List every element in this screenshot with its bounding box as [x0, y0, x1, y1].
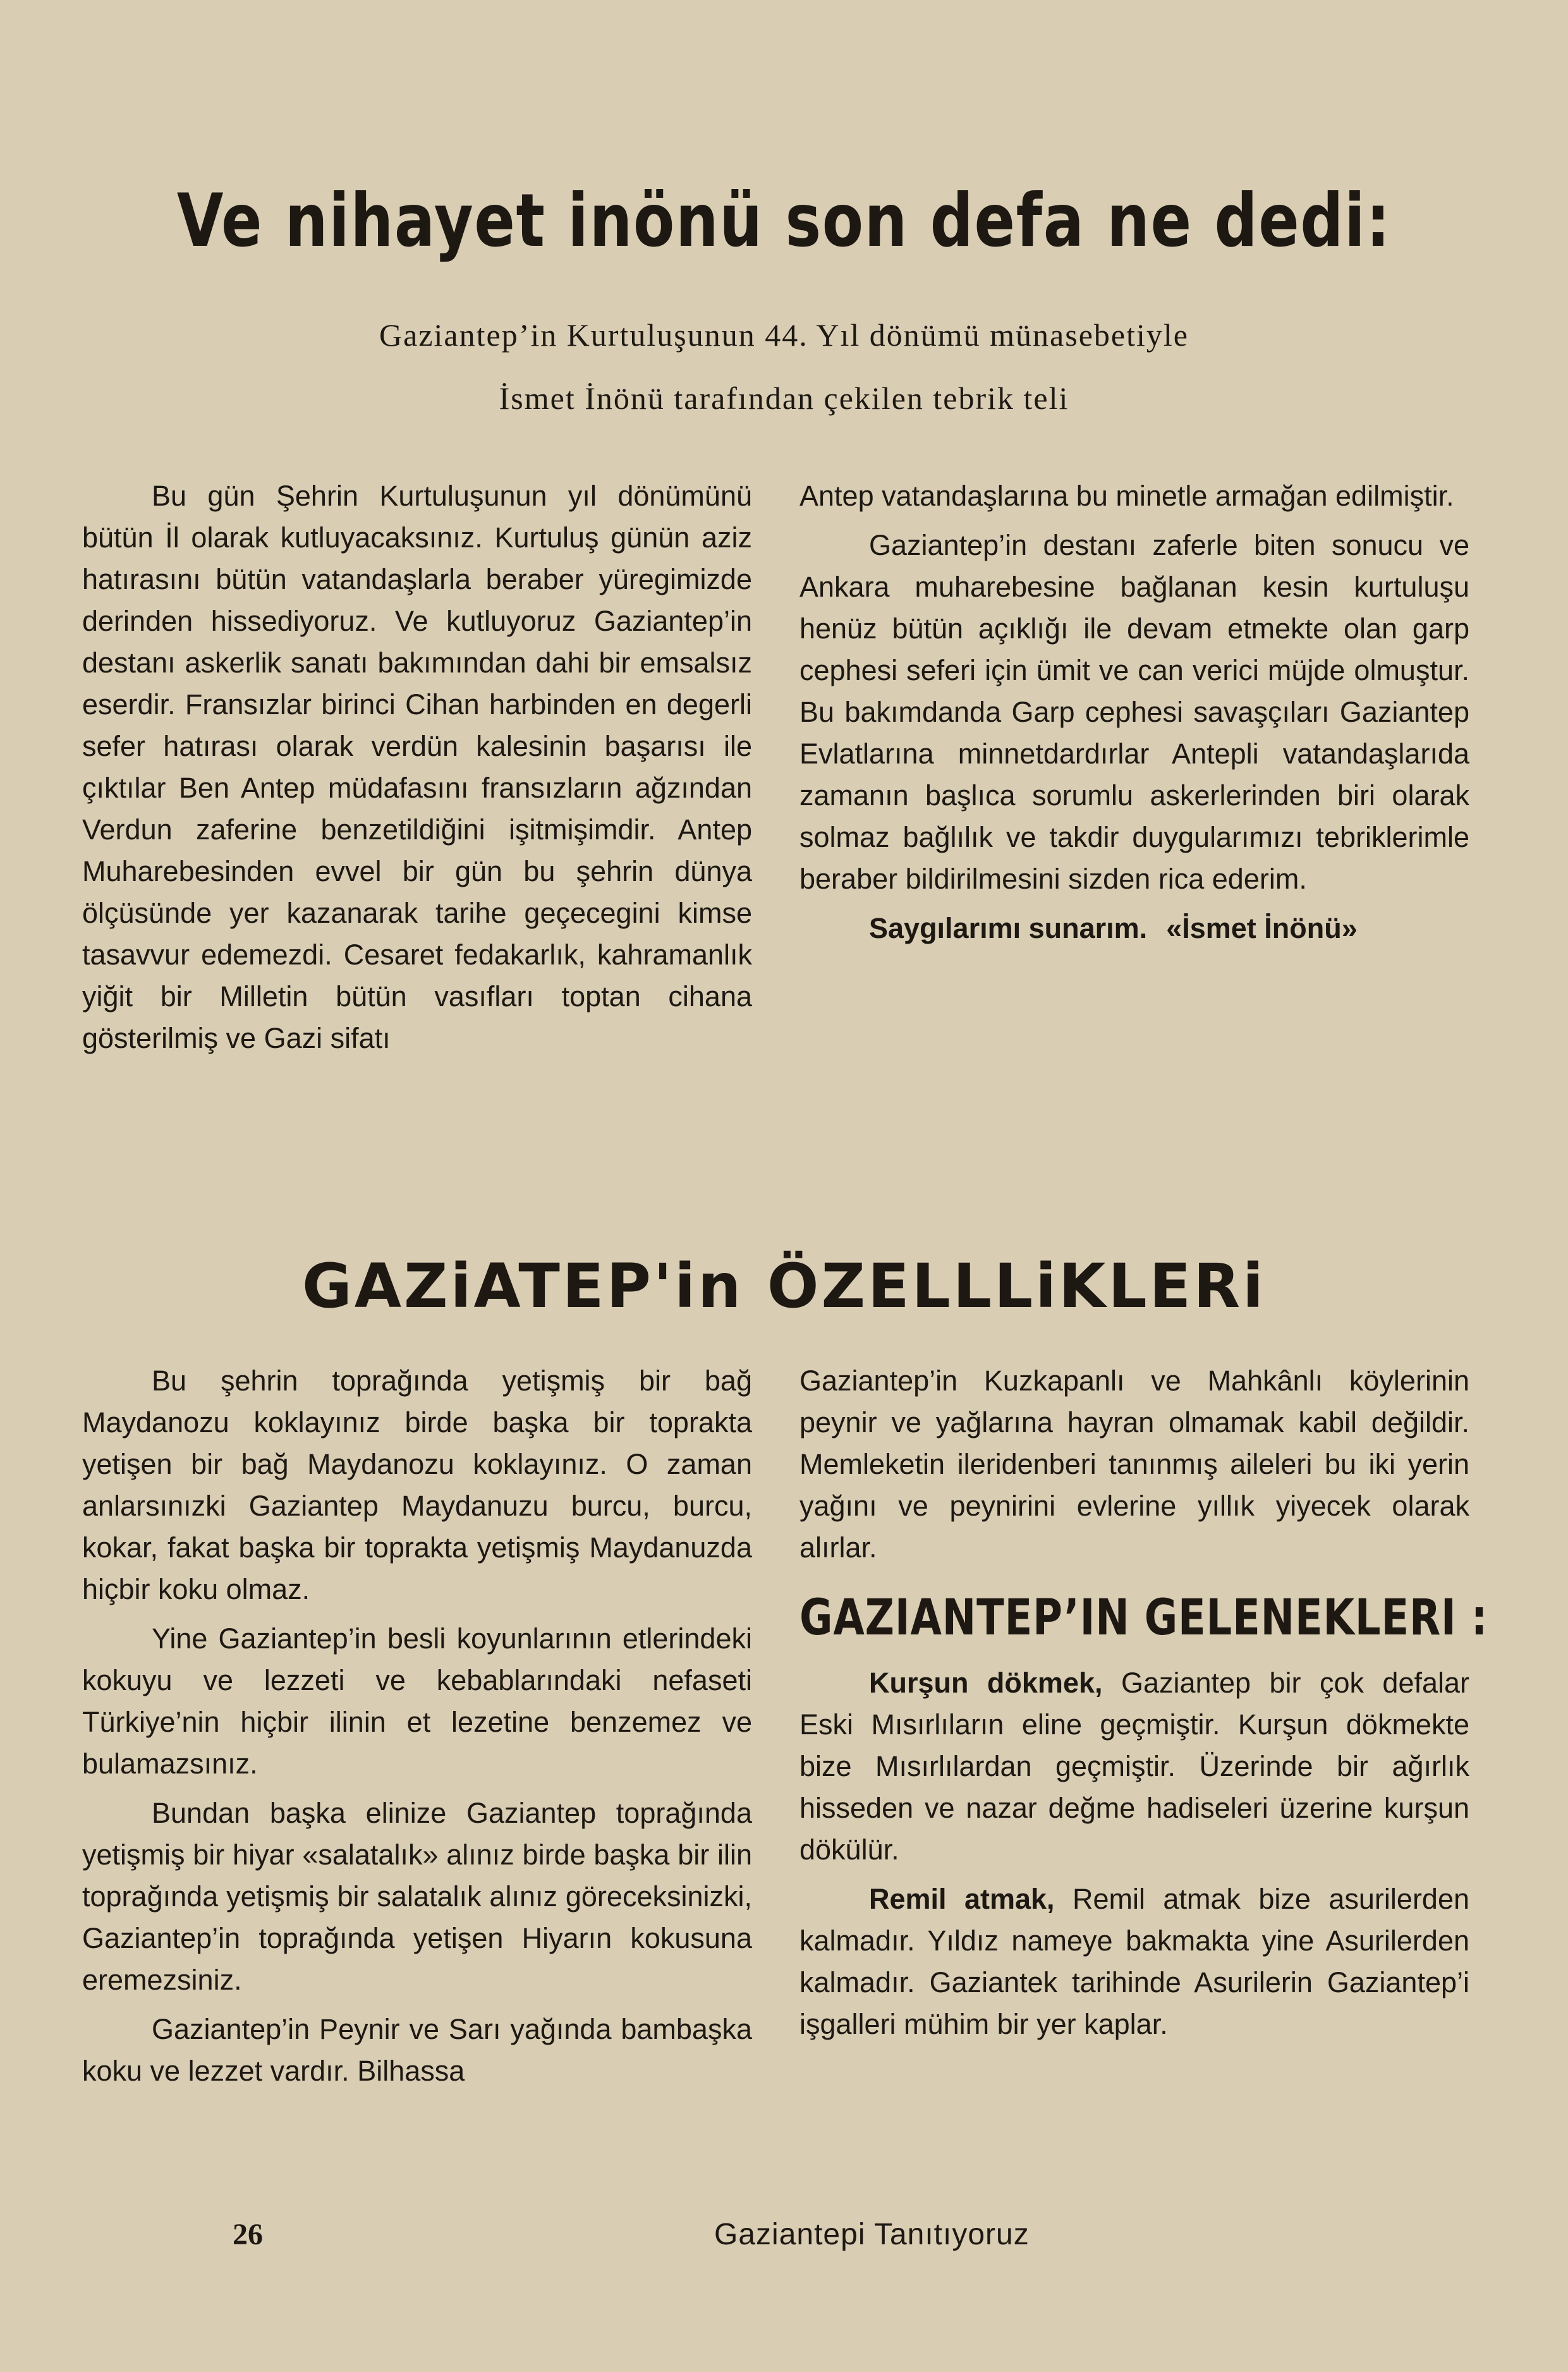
page-title: Ve nihayet inönü son defa ne dedi: [176, 178, 1392, 264]
telegram-column-right [799, 475, 1469, 957]
telegram-signature-line [799, 908, 1469, 949]
traditions-paragraph-1 [799, 1662, 1469, 1871]
features-paragraph-3: Bundan başka elinize Gaziantep toprağında yetişmiş bir hiyar «salatalık» alınız birde başka bir ilin toprağında yetişmiş bir salatalık alınız göreceksinizki, Gaziantep’in toprağında yetişen Hiyarın kokusuna eremezsiniz. [82, 1797, 752, 1996]
publication-name: Gaziantepi Tanıtıyoruz [714, 2218, 1030, 2251]
features-column-right [799, 1360, 1488, 2053]
features-paragraph-2: Yine Gaziantep’in besli koyunlarının etlerindeki kokuyu ve lezzeti ve kebablarındaki nefaseti Türkiye’nin hiçbir ilinin et lezetine benzemez ve bulamazsınız. [82, 1622, 752, 1780]
features-paragraph-1: Bu şehrin toprağında yetişmiş bir bağ Maydanozu koklayınız birde başka bir toprakta yetişen bir bağ Maydanozu koklayınız. O zaman anlarsınızki Gaziantep Maydanuzu burcu, burcu, kokar, fakat başka bir toprakta yetişmiş Maydanuzda hiçbir koku olmaz. [82, 1365, 752, 1605]
telegram-closing: Saygılarımı sunarım. [869, 912, 1148, 944]
section-title-features: GAZiATEP'in ÖZELLLiKLERi [301, 1251, 1267, 1322]
page-number: 26 [233, 2218, 263, 2251]
telegram-signature: «İsmet İnönü» [1166, 912, 1358, 944]
telegram-paragraph-2: Antep vatandaşlarına bu minetle armağan edilmiştir. [799, 480, 1454, 512]
telegram-paragraph-3: Gaziantep’in destanı zaferle biten sonucu ve Ankara muharebesine bağlanan kesin kurtuluşu henüz bütün açıklığı ile devam etmekte olan garp cephesi seferi için ümit ve can verici müjde olmuştur. Bu bakımdanda Garp cephesi savaşçıları Gaziantep Evlatlarına minnetdardırlar Antepli vatandaşlarıda zamanın başlıca sorumlu askerlerinden biri olarak solmaz bağlılık ve takdir duygularımızı tebriklerimle beraber bildirilmesini sizden rica ederim. [799, 529, 1469, 895]
telegram-column-left [82, 475, 752, 1067]
features-paragraph-4: Gaziantep’in Peynir ve Sarı yağında bambaşka koku ve lezzet vardır. Bilhassa [82, 2013, 752, 2087]
traditions-lead-1: Kurşun dökmek, [869, 1667, 1103, 1699]
telegram-paragraph-1: Bu gün Şehrin Kurtuluşunun yıl dönümünü bütün İl olarak kutluyacaksınız. Kurtuluş günün aziz hatırasını bütün vatandaşlarla beraber yüregimizde derinden hissediyoruz. Ve kutluyoruz Gaziantep’in destanı askerlik sanatı bakımından dahi bir emsalsız eserdir. Fransızlar birinci Cihan harbinden en degerli sefer hatırası olarak verdün kalesinin başarısı ile çıktılar Ben Antep müdafasını fransızların ağzından Verdun zaferine benzetildiğini işitmişimdir. Antep Muharebesinden evvel bir gün bu şehrin dünya ölçüsünde yer kazanarak tarihe geçecegini kimse tasavvur edemezdi. Cesaret fedakarlık, kahramanlık yiğit bir Milletin bütün vasıfları toptan cihana gösterilmiş ve Gazi sifatı [82, 480, 752, 1054]
subtitle-line-2: İsmet İnönü tarafından çekilen tebrik teli [499, 380, 1069, 416]
traditions-text-1: Gaziantep bir çok defalar Eski Mısırlıların eline geçmiştir. Kurşun dökmekte bize Mısırlılardan geçmiştir. Üzerinde bir ağırlık hisseden ve nazar değme hadiseleri üzerine kurşun dökülür. [799, 1667, 1470, 1866]
section-title-traditions: GAZIANTEP’IN GELENEKLERI : [799, 1590, 1488, 1646]
subtitle-line-1: Gaziantep’in Kurtuluşunun 44. Yıl dönümü münasebetiyle [379, 317, 1189, 353]
traditions-text-2: Remil atmak bize asurilerden kalmadır. Yıldız nameye bakmakta yine Asurilerden kalmadır. Gaziantek tarihinde Asurilerin Gaziantep’i işgalleri mühim bir yer kaplar. [799, 1883, 1470, 2040]
features-column-left [82, 1360, 752, 2100]
traditions-paragraph-2 [799, 1878, 1469, 2045]
features-paragraph-5: Gaziantep’in Kuzkapanlı ve Mahkânlı köylerinin peynir ve yağlarına hayran olmamak kabil değildir. Memleketin ileridenberi tanınmış aileleri bu iki yerin yağını ve peynirini evlerine yıllık yiyecek olarak alırlar. [799, 1365, 1469, 1564]
traditions-lead-2: Remil atmak, [869, 1883, 1055, 1915]
